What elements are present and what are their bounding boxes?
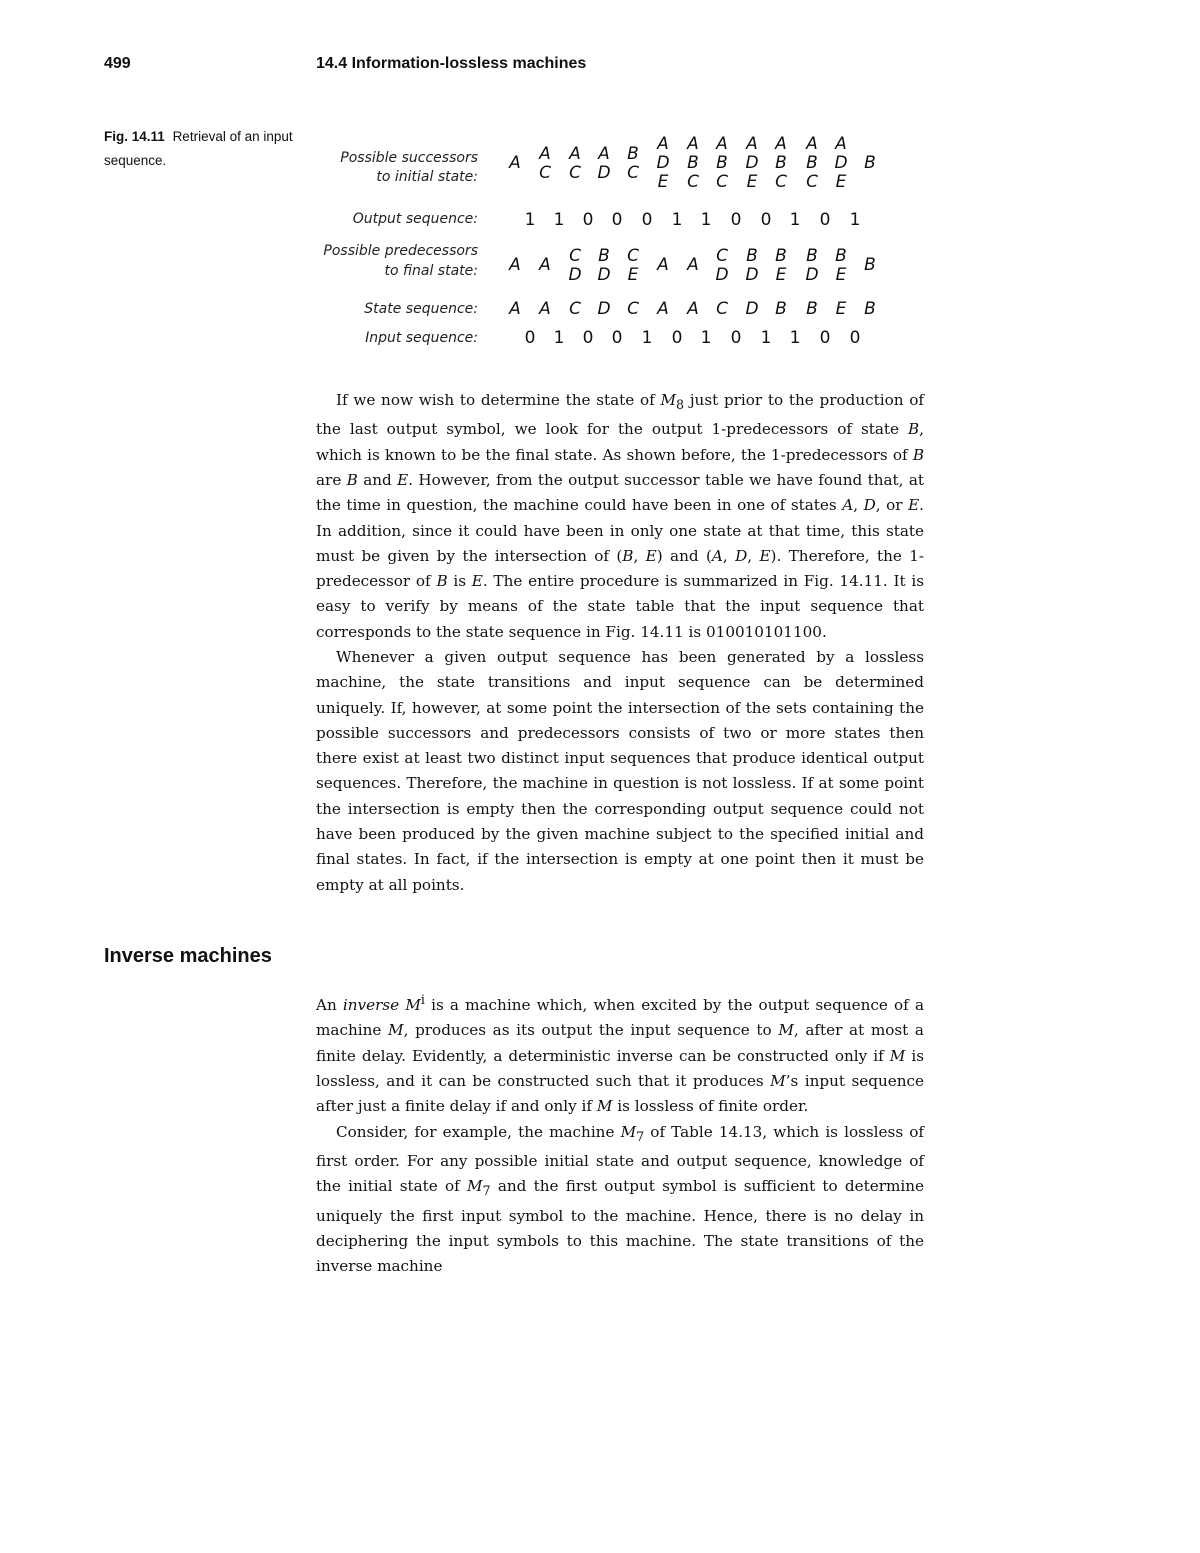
paragraph: Consider, for example, the machine $M_7$ of Table 14.13, which is lossless of first order. For any possible initial state and output sequence, knowledge of the initial state of $M_7$ and the first output symbol is sufficient to determine uniquely the first input symbol to the machine. Hence, there is no delay in deciphering the input symbols to this machine. The state transitions of the inverse machine	[316, 1122, 924, 1276]
successors-state: C	[627, 162, 639, 183]
successors-state: C	[716, 172, 728, 192]
state-symbol: B	[775, 299, 787, 319]
paragraph: If we now wish to determine the state of $M_8$ just prior to the production of the last output symbol, we look for the output 1-predecessors of state B, which is known to be the final state. As shown before, the 1-predecessors of B are B and E. However, from the output successor table we have found that, at the time in question, the machine could have been in one of states A, D, or E. In addition, since it could have been in only one state at that time, this state must be given by the intersection of (B, E) and (A, D, E). Therefore, the 1-predecessor of B is E. The entire procedure is summarized in Fig. 14.11. It is easy to verify by means of the state table that the input sequence that corresponds to the state sequence in Fig. 14.11 is 010010101100.	[316, 391, 925, 641]
input-symbol: 0	[611, 328, 623, 348]
figure-caption-text: Retrieval of an input sequence.	[104, 129, 293, 168]
state-symbol: A	[509, 299, 521, 319]
predecessors-state: B	[806, 245, 818, 266]
predecessors-state: A	[509, 255, 521, 275]
successors-state: C	[539, 162, 551, 183]
input-symbol: 0	[819, 328, 831, 348]
successors-state: B	[627, 143, 639, 164]
predecessors-label-line2: to final state:	[384, 263, 478, 279]
input-symbol: 1	[553, 328, 565, 348]
successors-label-line2: to initial state:	[376, 169, 478, 185]
running-title: 14.4 Information-lossless machines	[316, 55, 587, 72]
state-symbol: E	[835, 299, 847, 319]
state-symbol: A	[539, 299, 551, 319]
input-symbol: 1	[700, 328, 712, 348]
output-symbol: 1	[553, 210, 565, 230]
predecessors-state: A	[657, 255, 669, 275]
successors-state: A	[539, 143, 551, 164]
predecessors-state: B	[835, 245, 847, 266]
predecessors-state: D	[568, 264, 582, 285]
paragraph: An inverse $M^i$ is a machine which, when excited by the output sequence of a machine M, produces as its output the input sequence to M, after at most a finite delay. Evidently, a deterministic inverse can be constructed only if M is lossless, and it can be constructed such that it produces M’s input sequence after just a finite delay if and only if M is lossless of finite order.	[316, 992, 925, 1116]
predecessors-state: D	[745, 264, 759, 285]
input-symbol: 0	[730, 328, 742, 348]
state-symbol: A	[657, 299, 669, 319]
body-text-inverse-machines	[316, 987, 924, 1279]
output-symbol: 0	[819, 210, 831, 230]
successors-state: A	[657, 134, 669, 154]
successors-state: D	[656, 153, 670, 173]
successors-state: C	[569, 162, 581, 183]
input-symbol: 0	[849, 328, 861, 348]
body-text	[316, 388, 924, 898]
page-number: 499	[104, 55, 131, 72]
successors-state: A	[806, 134, 818, 154]
successors-state: C	[775, 172, 787, 192]
successors-state: E	[746, 172, 758, 192]
successors-state: A	[746, 134, 758, 154]
successors-state: A	[598, 143, 610, 164]
state-symbol: B	[806, 299, 818, 319]
predecessors-state: A	[687, 255, 699, 275]
predecessors-state: C	[627, 245, 639, 266]
successors-state: E	[835, 172, 847, 192]
input-symbol: 0	[524, 328, 536, 348]
successors-state: B	[864, 153, 876, 173]
output-symbol: 1	[524, 210, 536, 230]
figure-caption	[104, 125, 309, 173]
successors-state: A	[687, 134, 699, 154]
predecessors-label-line1: Possible predecessors	[323, 243, 478, 259]
successors-state: A	[835, 134, 847, 154]
output-symbol: 0	[582, 210, 594, 230]
successors-state: D	[745, 153, 759, 173]
predecessors-state: D	[597, 264, 611, 285]
output-symbol: 1	[671, 210, 683, 230]
input-symbol: 1	[789, 328, 801, 348]
paragraph: Whenever a given output sequence has been generated by a lossless machine, the state transitions and input sequence can be determined uniquely. If, however, at some point the intersection of the sets containing the possible successors and predecessors consists of two or more states then there exist at least two distinct input sequences that produce identical output sequences. Therefore, the machine in question is not lossless. If at some point the intersection is empty then the corresponding output sequence could not have been produced by the given machine subject to the specified initial and final states. In fact, if the intersection is empty at one point then it must be empty at all points.	[316, 648, 924, 894]
state-symbol: C	[627, 299, 639, 319]
output-symbol: 1	[789, 210, 801, 230]
predecessors-state: B	[598, 245, 610, 266]
figure-14-11	[316, 128, 926, 363]
predecessors-state: A	[539, 255, 551, 275]
state-symbol: C	[716, 299, 728, 319]
state-symbol: C	[569, 299, 581, 319]
successors-state: D	[597, 162, 611, 183]
input-symbol: 1	[760, 328, 772, 348]
predecessors-state: E	[775, 264, 787, 285]
output-symbol: 0	[641, 210, 653, 230]
predecessors-state: C	[716, 245, 728, 266]
input-symbol: 0	[582, 328, 594, 348]
successors-state: B	[775, 153, 787, 173]
state-sequence-label: State sequence:	[364, 301, 478, 317]
successors-state: D	[834, 153, 848, 173]
successors-state: A	[716, 134, 728, 154]
predecessors-state: E	[627, 264, 639, 285]
successors-state: B	[716, 153, 728, 173]
successors-state: C	[687, 172, 699, 192]
successors-label-line1: Possible successors	[340, 150, 478, 166]
predecessors-state: B	[746, 245, 758, 266]
state-symbol: A	[687, 299, 699, 319]
output-sequence-label: Output sequence:	[352, 211, 478, 227]
successors-state: A	[569, 143, 581, 164]
input-symbol: 1	[641, 328, 653, 348]
predecessors-state: D	[715, 264, 729, 285]
predecessors-state: B	[864, 255, 876, 275]
section-heading: Inverse machines	[104, 945, 272, 967]
state-symbol: D	[745, 299, 759, 319]
state-symbol: D	[597, 299, 611, 319]
predecessors-state: E	[835, 264, 847, 285]
output-symbol: 1	[849, 210, 861, 230]
successors-state: C	[806, 172, 818, 192]
output-symbol: 0	[730, 210, 742, 230]
figure-number: Fig. 14.11	[104, 129, 165, 144]
output-symbol: 1	[700, 210, 712, 230]
predecessors-state: B	[775, 245, 787, 266]
successors-state: A	[775, 134, 787, 154]
input-sequence-label: Input sequence:	[365, 330, 478, 346]
successors-state: A	[509, 153, 521, 173]
successors-state: E	[657, 172, 669, 192]
output-symbol: 0	[760, 210, 772, 230]
output-symbol: 0	[611, 210, 623, 230]
state-symbol: B	[864, 299, 876, 319]
input-symbol: 0	[671, 328, 683, 348]
successors-state: B	[687, 153, 699, 173]
predecessors-state: C	[569, 245, 581, 266]
predecessors-state: D	[805, 264, 819, 285]
successors-state: B	[806, 153, 818, 173]
